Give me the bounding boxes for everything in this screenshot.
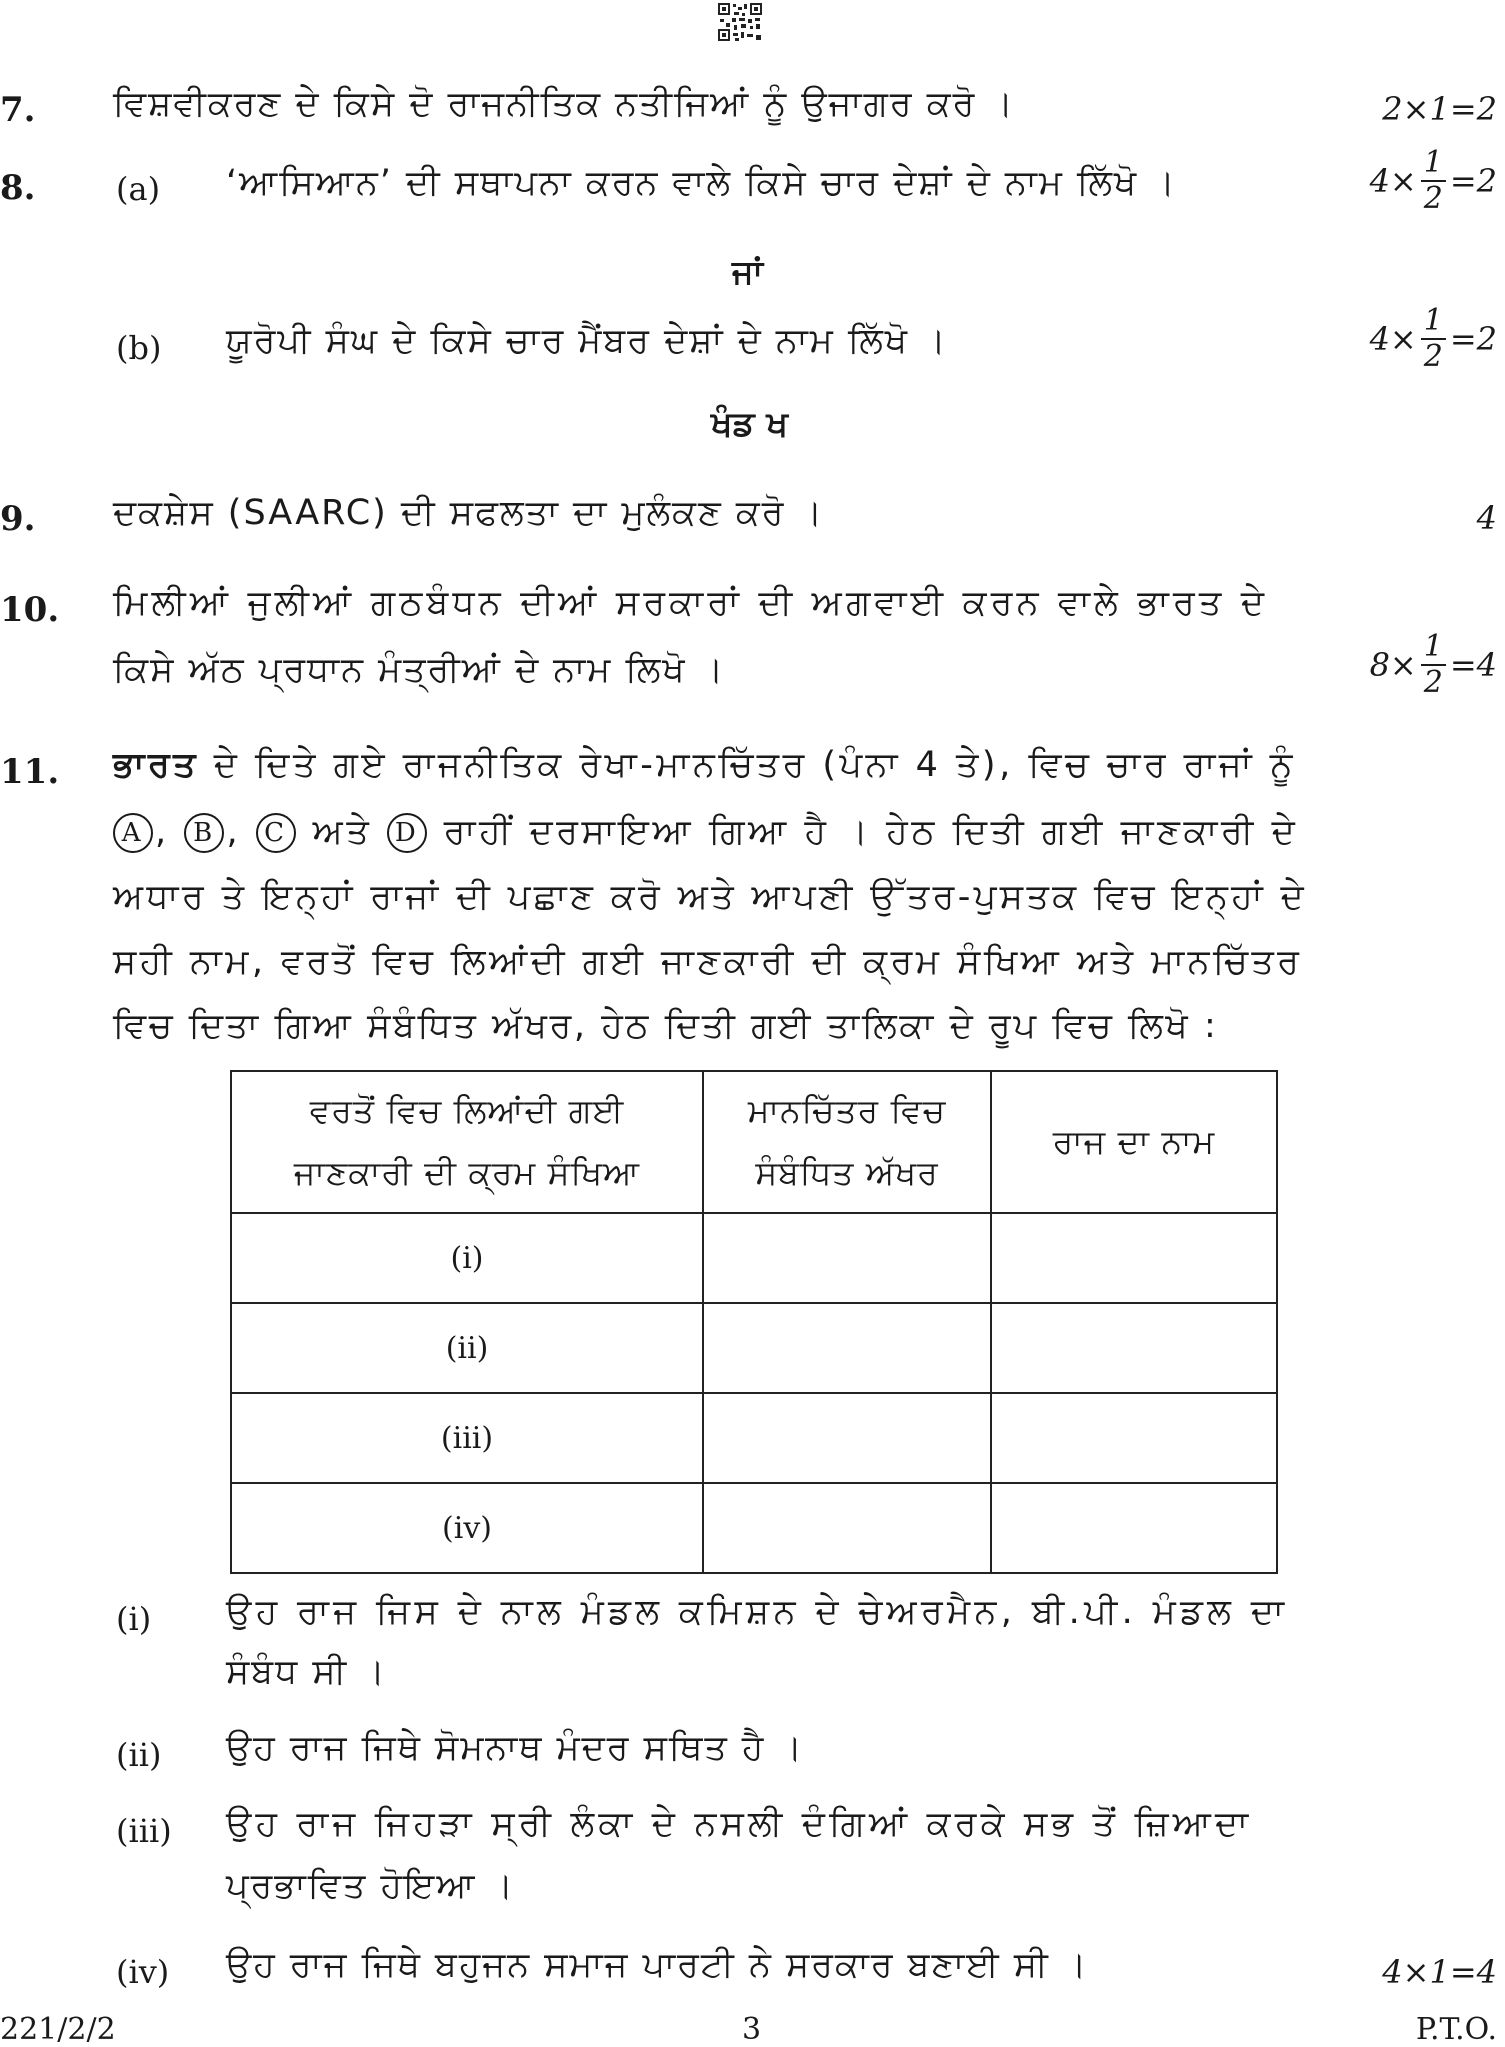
item-label: (iii)	[116, 1812, 172, 1850]
marks-suffix: =2	[1449, 320, 1497, 358]
fraction	[1421, 629, 1446, 700]
question-number: 9.	[0, 499, 36, 539]
question-text-line: ਵਿਚ ਦਿਤਾ ਗਿਆ ਸੰਬੰਧਿਤ ਅੱਖਰ, ਹੇਠ ਦਿਤੀ ਗਈ ਤਾਲਿਕਾ ਦੇ ਰੂਪ ਵਿਚ ਲਿਖੋ :	[113, 1006, 1219, 1046]
item-text-line: ਉਹ ਰਾਜ ਜਿਹੜਾ ਸ੍ਰੀ ਲੰਕਾ ਦੇ ਨਸਲੀ ਦੰਗਿਆਂ ਕਰਕੇ ਸਭ ਤੋਂ ਜ਼ਿਆਦਾ	[226, 1804, 1253, 1844]
item-text-line: ਉਹ ਰਾਜ ਜਿਥੇ ਸੋਮਨਾਥ ਮੰਦਰ ਸਥਿਤ ਹੈ ।	[226, 1728, 805, 1768]
question-number: 10.	[0, 590, 60, 630]
fraction-numerator: 1	[1421, 632, 1446, 666]
header-line: ਸੰਬੰਧਿਤ ਅੱਖਰ	[755, 1153, 939, 1192]
fraction-numerator: 1	[1421, 306, 1446, 340]
item-label: (i)	[116, 1600, 152, 1638]
table-cell-empty	[991, 1393, 1277, 1483]
pto-label: P.T.O.	[1415, 2012, 1497, 2047]
table-row	[231, 1483, 1277, 1573]
table-row	[231, 1303, 1277, 1393]
qr-code-icon	[717, 2, 763, 42]
fraction	[1421, 303, 1446, 374]
circled-letter-d: D	[387, 813, 427, 853]
page-number: 3	[742, 2012, 762, 2047]
question-marks: 2×1=2	[1382, 90, 1497, 128]
header-line: ਰਾਜ ਦਾ ਨਾਮ	[1052, 1122, 1216, 1161]
table-cell-empty	[703, 1213, 991, 1303]
table-row	[231, 1393, 1277, 1483]
question-marks	[1369, 629, 1497, 700]
option-marks	[1369, 145, 1497, 216]
item-text-line: ਉਹ ਰਾਜ ਜਿਸ ਦੇ ਨਾਲ ਮੰਡਲ ਕਮਿਸ਼ਨ ਦੇ ਚੇਅਰਮੈਨ, ਬੀ.ਪੀ. ਮੰਡਲ ਦਾ	[226, 1592, 1289, 1632]
option-label: (a)	[116, 170, 161, 208]
item-text-line: ਸੰਬੰਧ ਸੀ ।	[226, 1652, 387, 1692]
or-separator: ਜਾਂ	[732, 252, 763, 291]
table-header-cell	[703, 1071, 991, 1213]
question-text-line: ਅਧਾਰ ਤੇ ਇਨ੍ਹਾਂ ਰਾਜਾਂ ਦੀ ਪਛਾਣ ਕਰੋ ਅਤੇ ਆਪਣੀ ਉੱਤਰ-ਪੁਸਤਕ ਵਿਚ ਇਨ੍ਹਾਂ ਦੇ	[113, 877, 1308, 917]
paper-code: 221/2/2	[0, 2012, 116, 2047]
question-text-line: A , B , C ਅਤੇ D ਰਾਹੀਂ ਦਰਸਾਇਆ ਗਿਆ ਹੈ । ਹੇਠ ਦਿਤੀ ਗਈ ਜਾਣਕਾਰੀ ਦੇ	[113, 812, 1298, 853]
circled-letter-c: C	[256, 813, 296, 853]
marks-prefix: 8×	[1369, 646, 1417, 684]
fraction-denominator: 2	[1423, 339, 1443, 374]
question-text-segment: ਦੇ ਦਿਤੇ ਗਏ ਰਾਜਨੀਤਿਕ ਰੇਖਾ-ਮਾਨਚਿੱਤਰ (ਪੰਨਾ 4 ਤੇ), ਵਿਚ ਚਾਰ ਰਾਜਾਂ ਨੂੰ	[199, 745, 1297, 785]
table-cell-empty	[991, 1303, 1277, 1393]
table-cell-empty	[703, 1393, 991, 1483]
question-number: 8.	[0, 168, 36, 208]
marks-prefix: 4×	[1369, 162, 1417, 200]
item-label: (iv)	[116, 1953, 170, 1991]
fraction	[1421, 145, 1446, 216]
fraction-denominator: 2	[1423, 665, 1443, 700]
marks-suffix: =2	[1449, 162, 1497, 200]
item-text-line: ਪ੍ਰਭਾਵਿਤ ਹੋਇਆ ।	[226, 1866, 516, 1906]
table-header-cell	[231, 1071, 703, 1213]
table-cell-empty	[991, 1213, 1277, 1303]
marks-suffix: =4	[1449, 646, 1497, 684]
table-cell-serial: (iv)	[231, 1483, 703, 1573]
header-line: ਵਰਤੋਂ ਵਿਚ ਲਿਆਂਦੀ ਗਈ	[309, 1091, 625, 1130]
question-text-line: ਸਹੀ ਨਾਮ, ਵਰਤੋਂ ਵਿਚ ਲਿਆਂਦੀ ਗਈ ਜਾਣਕਾਰੀ ਦੀ ਕ੍ਰਮ ਸੰਖਿਆ ਅਤੇ ਮਾਨਚਿੱਤਰ	[113, 942, 1303, 982]
circled-letter-b: B	[184, 813, 224, 853]
table-cell-serial: (iii)	[231, 1393, 703, 1483]
circled-letter-a: A	[113, 813, 153, 853]
header-line: ਜਾਣਕਾਰੀ ਦੀ ਕ੍ਰਮ ਸੰਖਿਆ	[293, 1153, 641, 1192]
table-row	[231, 1213, 1277, 1303]
question-marks: 4	[1476, 499, 1497, 537]
question-text: ਦਕਸ਼ੇਸ (SAARC) ਦੀ ਸਫਲਤਾ ਦਾ ਮੁਲੰਕਣ ਕਰੋ ।	[113, 493, 825, 533]
answer-table	[230, 1070, 1278, 1574]
marks-prefix: 4×	[1369, 320, 1417, 358]
question-number: 7.	[0, 90, 36, 130]
question-number: 11.	[0, 752, 60, 792]
table-cell-empty	[991, 1483, 1277, 1573]
table-cell-empty	[703, 1483, 991, 1573]
option-marks	[1369, 303, 1497, 374]
section-heading: ਖੰਡ ਖ	[710, 404, 789, 444]
question-text: ਵਿਸ਼ਵੀਕਰਣ ਦੇ ਕਿਸੇ ਦੋ ਰਾਜਨੀਤਿਕ ਨਤੀਜਿਆਂ ਨੂੰ ਉਜਾਗਰ ਕਰੋ ।	[113, 84, 1015, 124]
question-marks: 4×1=4	[1382, 1953, 1497, 1991]
question-text-segment: ਰਾਹੀਂ ਦਰਸਾਇਆ ਗਿਆ ਹੈ । ਹੇਠ ਦਿਤੀ ਗਈ ਜਾਣਕਾਰੀ ਦੇ	[429, 812, 1299, 852]
table-header-row	[231, 1071, 1277, 1213]
item-text-line: ਉਹ ਰਾਜ ਜਿਥੇ ਬਹੁਜਨ ਸਮਾਜ ਪਾਰਟੀ ਨੇ ਸਰਕਾਰ ਬਣਾਈ ਸੀ ।	[226, 1945, 1089, 1985]
option-label: (b)	[116, 329, 162, 367]
fraction-denominator: 2	[1423, 181, 1443, 216]
bold-word: ਭਾਰਤ	[113, 745, 200, 785]
question-text-line: ਕਿਸੇ ਅੱਠ ਪ੍ਰਧਾਨ ਮੰਤ੍ਰੀਆਂ ਦੇ ਨਾਮ ਲਿਖੋ ।	[113, 650, 726, 690]
table-header-cell	[991, 1071, 1277, 1213]
table-cell-empty	[703, 1303, 991, 1393]
header-line: ਮਾਨਚਿੱਤਰ ਵਿਚ	[747, 1091, 947, 1130]
fraction-numerator: 1	[1421, 148, 1446, 182]
option-text: ‘ਆਸਿਆਨ’ ਦੀ ਸਥਾਪਨਾ ਕਰਨ ਵਾਲੇ ਕਿਸੇ ਚਾਰ ਦੇਸ਼ਾਂ ਦੇ ਨਾਮ ਲਿੱਖੋ ।	[226, 163, 1177, 203]
question-text-line	[113, 745, 1296, 785]
item-label: (ii)	[116, 1736, 162, 1774]
question-text-line: ਮਿਲੀਆਂ ਜੁਲੀਆਂ ਗਠਬੰਧਨ ਦੀਆਂ ਸਰਕਾਰਾਂ ਦੀ ਅਗਵਾਈ ਕਰਨ ਵਾਲੇ ਭਾਰਤ ਦੇ	[113, 583, 1269, 623]
table-cell-serial: (ii)	[231, 1303, 703, 1393]
table-cell-serial: (i)	[231, 1213, 703, 1303]
option-text: ਯੂਰੋਪੀ ਸੰਘ ਦੇ ਕਿਸੇ ਚਾਰ ਮੈਂਬਰ ਦੇਸ਼ਾਂ ਦੇ ਨਾਮ ਲਿੱਖੋ ।	[226, 321, 948, 361]
